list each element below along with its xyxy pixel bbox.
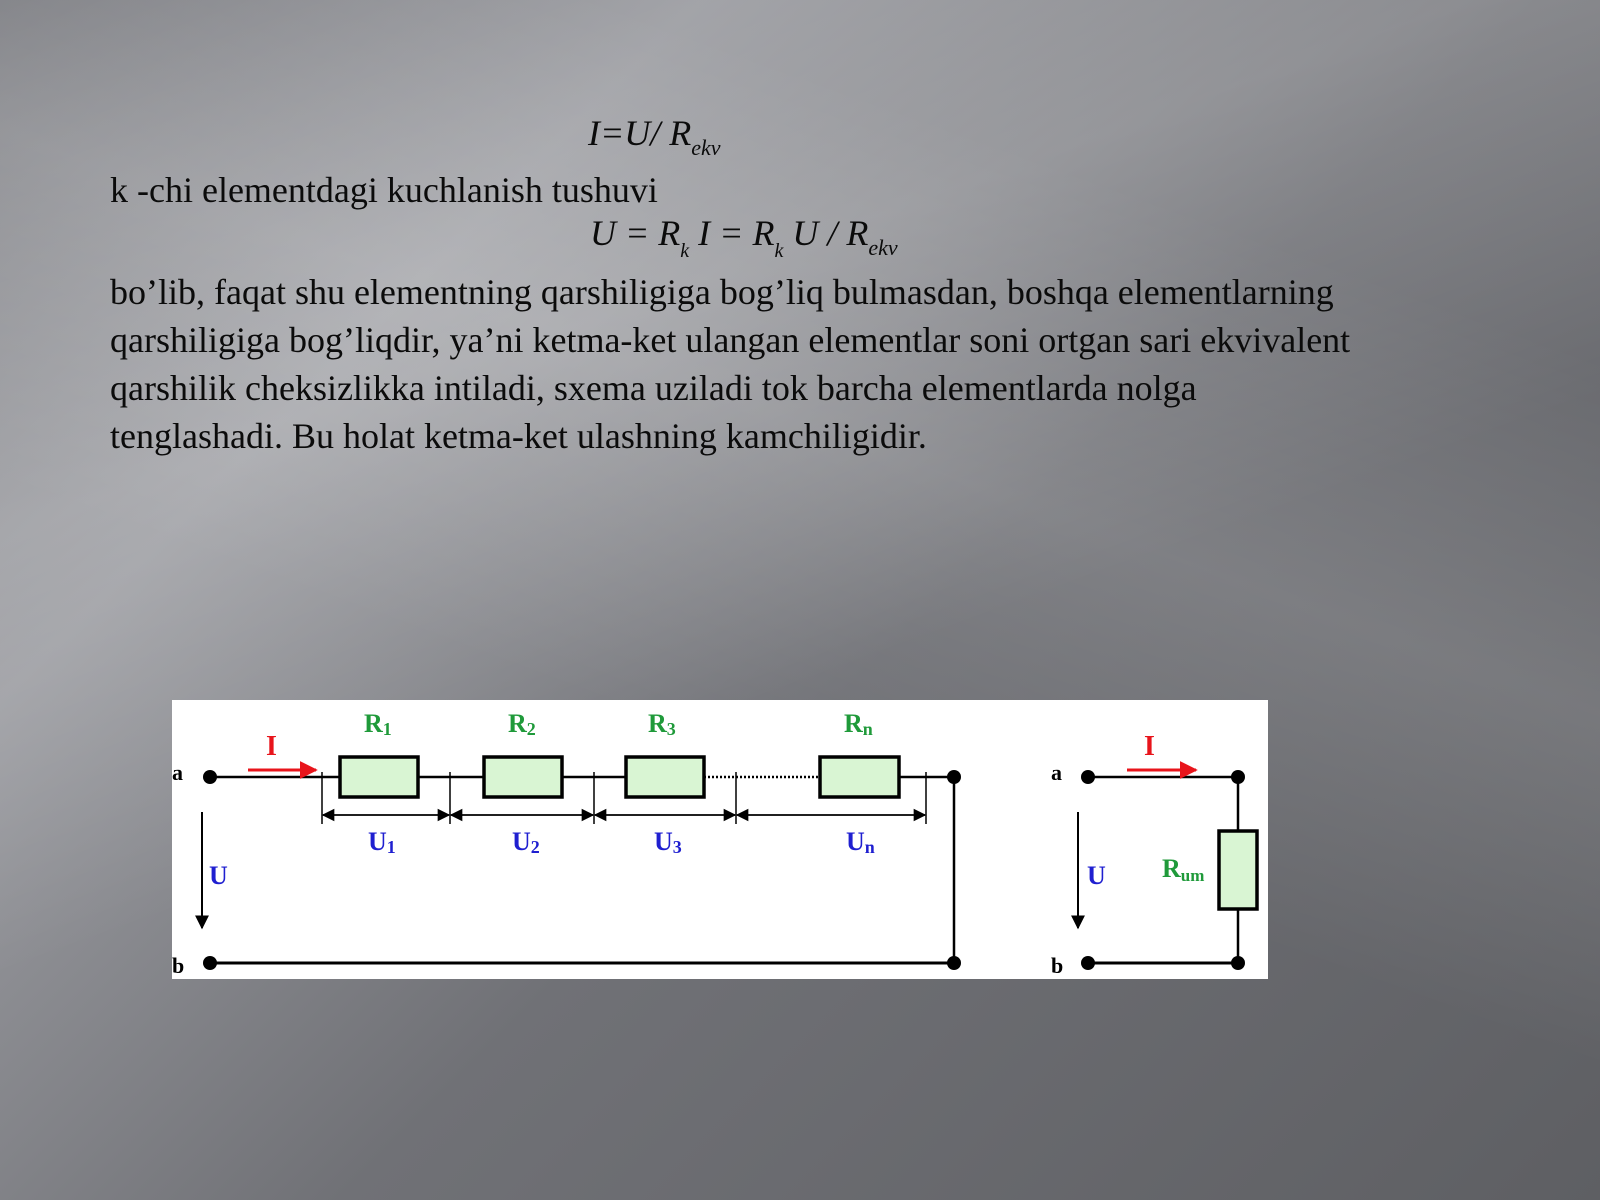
formula-voltage-p1: U = R (590, 213, 681, 253)
node-dot (203, 956, 217, 970)
voltage-label-un: Un (846, 827, 875, 857)
resistor-label-rn: Rn (844, 709, 873, 739)
voltage-label-u3: U3 (654, 827, 682, 857)
node-dot (1081, 956, 1095, 970)
resistor-label-r3: R3 (648, 709, 676, 739)
node-dot (947, 956, 961, 970)
circuit-svg (172, 700, 1268, 979)
formula-voltage-s2: k (774, 240, 784, 262)
formula-voltage-p3: U / R (783, 213, 869, 253)
formula-current-sub: ekv (691, 135, 721, 160)
resistor-label-r1: R1 (364, 709, 392, 739)
node-dot (1231, 956, 1245, 970)
node-dot (1081, 770, 1095, 784)
node-dot (203, 770, 217, 784)
paragraph-line: tenglashadi. Bu holat ketma-ket ulashning kamchiligidir. (110, 416, 927, 456)
node-a-label: a (1051, 760, 1062, 785)
formula-voltage (590, 212, 898, 263)
resistor-r2 (484, 757, 562, 797)
current-label: I (266, 731, 277, 762)
voltage-label-u2: U2 (512, 827, 540, 857)
formula-current (588, 112, 721, 161)
resistor-r3 (626, 757, 704, 797)
resistor-label-rum: Rum (1162, 854, 1205, 885)
paragraph-line: bo’lib, faqat shu elementning qarshiligiga bog’liq bulmasdan, boshqa elementlarning (110, 272, 1334, 312)
voltage-label-u1: U1 (368, 827, 396, 857)
caption-voltage-drop: k -chi elementdagi kuchlanish tushuvi (110, 170, 658, 210)
node-dot (1231, 770, 1245, 784)
node-dot (947, 770, 961, 784)
node-a-label: a (172, 760, 183, 785)
paragraph-line: qarshiligiga bog’liqdir, ya’ni ketma-ket ulangan elementlar soni ortgan sari ekvivalent (110, 320, 1351, 360)
node-b-label: b (1051, 953, 1064, 978)
current-label: I (1144, 731, 1155, 762)
series-circuit-diagram (172, 700, 1268, 979)
formula-current-main: I=U/ R (588, 113, 692, 153)
paragraph-line: qarshilik cheksizlikka intiladi, sxema uziladi tok barcha elementlarda nolga (110, 368, 1197, 408)
resistor-label-r2: R2 (508, 709, 536, 739)
resistor-rum (1219, 831, 1257, 909)
formula-voltage-s3: ekv (868, 235, 898, 260)
formula-voltage-s1: k (680, 240, 690, 262)
right-circuit (1051, 731, 1257, 978)
resistor-rn (820, 757, 899, 797)
explanation-paragraph (110, 268, 1530, 460)
voltage-label: U (1087, 861, 1106, 890)
resistor-r1 (340, 757, 418, 797)
left-circuit (172, 709, 961, 978)
voltage-label: U (209, 861, 228, 890)
node-b-label: b (172, 953, 185, 978)
formula-voltage-p2: I = R (689, 213, 775, 253)
